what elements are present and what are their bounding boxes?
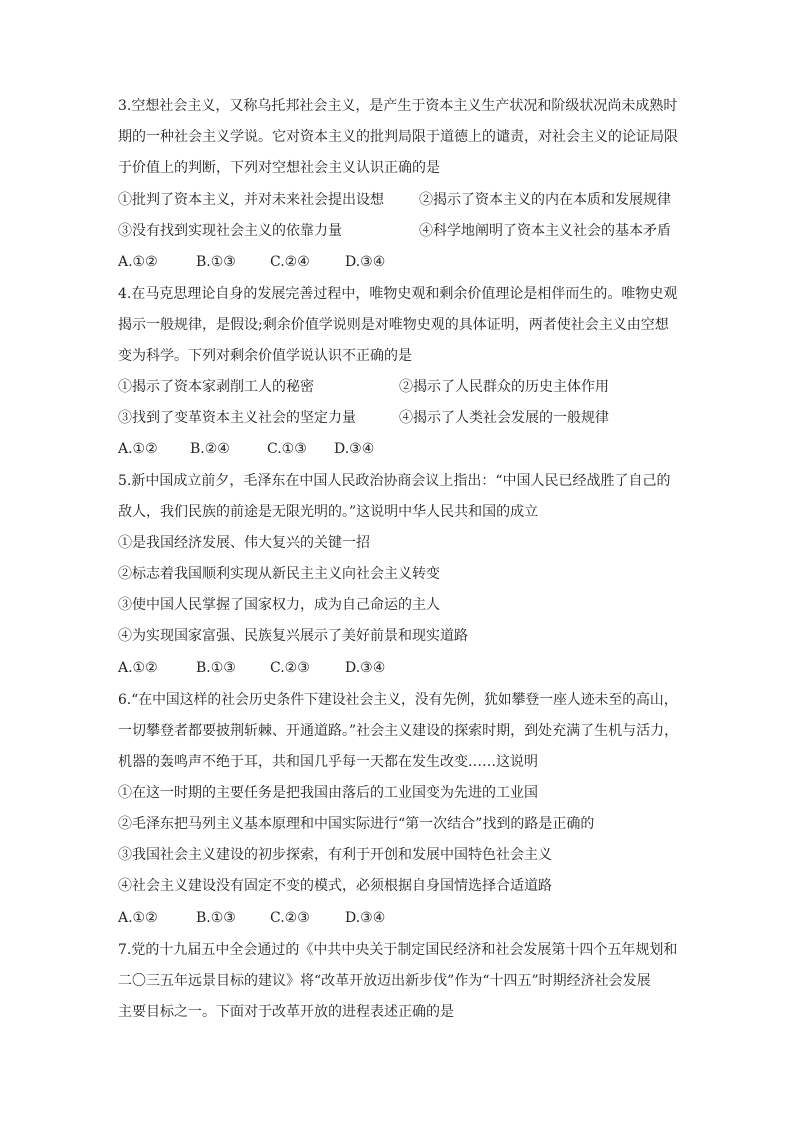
- question-6-option-3: ③我国社会主义建设的初步探索，有利于开创和发展中国特色社会主义: [118, 847, 552, 863]
- question-3-line-2: 期的一种社会主义学说。它对资本主义的批判局限于道德上的谴责，对社会主义的论证局限: [118, 129, 678, 145]
- question-5-answer-c: C.②③: [270, 660, 310, 676]
- question-3-line-1: 3.空想社会主义，又称乌托邦社会主义，是产生于资本主义生产状况和阶级状况尚未成熟时: [118, 98, 678, 114]
- question-5-line-1: 5.新中国成立前夕，毛泽东在中国人民政治协商会议上指出：“中国人民已经战胜了自己的: [118, 473, 671, 489]
- question-3-answer-a: A.①②: [118, 254, 158, 270]
- question-3-answer-d: D.③④: [345, 254, 386, 270]
- question-6-answer-a: A.①②: [118, 910, 158, 926]
- question-5-option-4: ④为实现国家富强、民族复兴展示了美好前景和现实道路: [118, 628, 468, 644]
- question-6-line-1: 6.“在中国这样的社会历史条件下建设社会主义，没有先例，犹如攀登一座人迹未至的高山，: [118, 692, 678, 708]
- question-5-line-2: 敌人，我们民族的前途是无限光明的。”这说明中华人民共和国的成立: [118, 504, 539, 520]
- question-3-answer-c: C.②④: [270, 254, 310, 270]
- question-4-line-2: 揭示一般规律，是假设;剩余价值学说则是对唯物史观的具体证明，两者使社会主义由空想: [118, 317, 669, 333]
- question-6-line-3: 机器的轰鸣声不绝于耳，共和国几乎每一天都在发生改变……这说明: [118, 754, 538, 770]
- question-3-option-3: ③没有找到实现社会主义的依靠力量: [118, 223, 342, 239]
- question-4-line-1: 4.在马克思理论自身的发展完善过程中，唯物史观和剩余价值理论是相伴而生的。唯物史观: [118, 286, 678, 302]
- question-5-answer-a: A.①②: [118, 660, 158, 676]
- question-4-answer-b: B.②④: [190, 441, 230, 457]
- question-4-option-1: ①揭示了资本家剥削工人的秘密: [118, 379, 314, 395]
- question-5-answer-d: D.③④: [345, 660, 386, 676]
- question-4-answer-d: D.③④: [334, 441, 375, 457]
- question-6-answer-d: D.③④: [345, 910, 386, 926]
- question-7-line-1: 7.党的十九届五中全会通过的《中共中央关于制定国民经济和社会发展第十四个五年规划和: [118, 942, 678, 958]
- question-3-option-4: ④科学地阐明了资本主义社会的基本矛盾: [419, 223, 671, 239]
- question-6-option-1: ①在这一时期的主要任务是把我国由落后的工业国变为先进的工业国: [118, 785, 538, 801]
- question-6-line-2: 一切攀登者都要披荆斩棘、开通道路。”社会主义建设的探索时期，到处充满了生机与活力，: [118, 723, 679, 739]
- question-7-line-2: 二〇三五年远景目标的建议》将“改革开放迈出新步伐”作为“十四五”时期经济社会发展: [118, 973, 651, 989]
- question-4-option-3: ③找到了变革资本主义社会的坚定力量: [118, 410, 356, 426]
- question-4-option-4: ④揭示了人类社会发展的一般规律: [399, 410, 609, 426]
- question-6-option-2: ②毛泽东把马列主义基本原理和中国实际进行“第一次结合”找到的路是正确的: [118, 816, 595, 832]
- question-5-option-2: ②标志着我国顺利实现从新民主主义向社会主义转变: [118, 566, 440, 582]
- question-4-option-2: ②揭示了人民群众的历史主体作用: [399, 379, 609, 395]
- question-6-option-4: ④社会主义建设没有固定不变的模式，必须根据自身国情选择合适道路: [118, 878, 552, 894]
- question-7-line-3: 主要目标之一。下面对于改革开放的进程表述正确的是: [118, 1004, 454, 1020]
- question-6-answer-b: B.①③: [196, 910, 236, 926]
- question-5-option-3: ③使中国人民掌握了国家权力，成为自己命运的主人: [118, 597, 440, 613]
- question-3-option-2: ②揭示了资本主义的内在本质和发展规律: [419, 192, 671, 208]
- question-6-answer-c: C.②③: [270, 910, 310, 926]
- question-4-answer-a: A.①②: [118, 441, 158, 457]
- question-4-line-3: 变为科学。下列对剩余价值学说认识不正确的是: [118, 348, 412, 364]
- question-5-answer-b: B.①③: [196, 660, 236, 676]
- question-4-answer-c: C.①③: [267, 441, 307, 457]
- question-3-line-3: 于价值上的判断，下列对空想社会主义认识正确的是: [118, 160, 440, 176]
- question-3-option-1: ①批判了资本主义，并对未来社会提出设想: [118, 192, 384, 208]
- question-3-answer-b: B.①③: [196, 254, 236, 270]
- question-5-option-1: ①是我国经济发展、伟大复兴的关键一招: [118, 535, 370, 551]
